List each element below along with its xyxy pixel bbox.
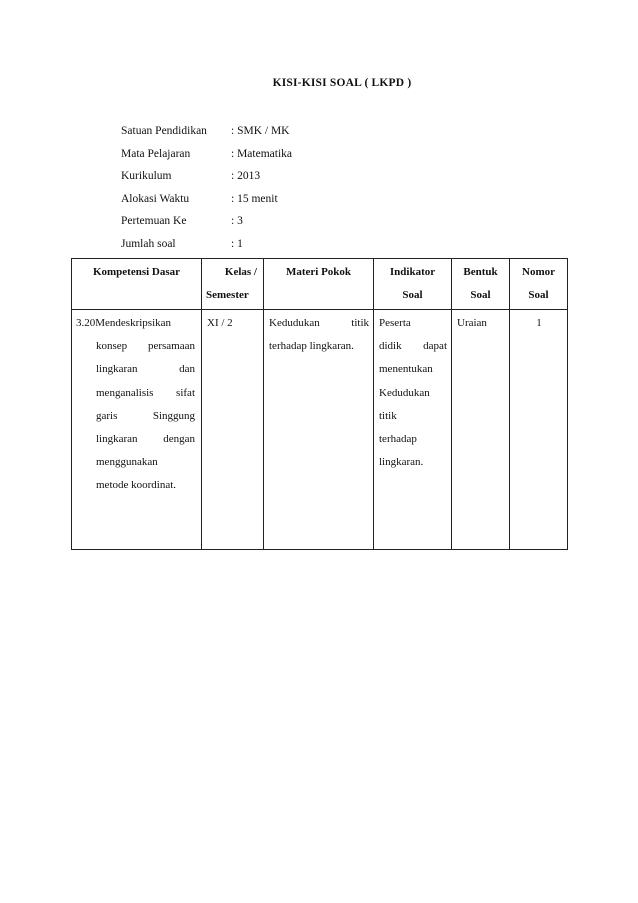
cell-materi-pokok <box>264 310 374 550</box>
nomor-value: 1 <box>536 317 542 329</box>
indikator-line: titik <box>379 409 397 422</box>
header-text: Materi Pokok <box>285 266 352 278</box>
header-bentuk-soal <box>452 259 510 310</box>
indikator-line: menentukan <box>379 363 433 376</box>
header-text: Indikator <box>389 266 436 278</box>
header-text: Kompetensi Dasar <box>92 266 181 278</box>
meta-label: Pertemuan Ke <box>121 215 187 227</box>
header-text: Kelas / <box>224 266 257 278</box>
indikator-line: terhadap <box>379 433 417 446</box>
indikator-line: Peserta <box>379 317 411 329</box>
cell-bentuk <box>452 310 510 550</box>
kd-line: 3.20Mendeskripsikan <box>76 317 172 329</box>
kd-line: lingkaran dan <box>96 363 195 376</box>
meta-label: Kurikulum <box>121 170 172 182</box>
header-text: Soal <box>528 289 549 301</box>
kd-line: menganalisis sifat <box>96 386 195 399</box>
meta-value: : 15 menit <box>231 192 278 205</box>
header-text: Soal <box>402 289 423 301</box>
meta-label: Alokasi Waktu <box>121 192 190 205</box>
materi-line: terhadap lingkaran. <box>269 340 354 353</box>
kd-line: garis Singgung <box>96 409 195 422</box>
materi-line: Kedudukan titik <box>269 317 369 329</box>
header-text: Semester <box>206 289 249 301</box>
header-text: Soal <box>470 289 491 301</box>
header-kelas-semester <box>202 259 264 310</box>
indikator-line: lingkaran. <box>379 456 424 469</box>
kisi-kisi-table <box>71 258 568 550</box>
header-text: Nomor <box>522 266 555 278</box>
kd-line: konsep persamaan <box>96 340 195 353</box>
header-nomor-soal <box>510 259 568 310</box>
header-text: Bentuk <box>463 266 498 278</box>
indikator-line: Kedudukan <box>379 386 430 399</box>
meta-value: : Matematika <box>231 147 292 160</box>
cell-indikator <box>374 310 452 550</box>
indikator-line: didik dapat <box>379 340 447 353</box>
meta-label: Jumlah soal <box>121 237 176 250</box>
meta-value: : 1 <box>231 237 243 250</box>
table-header-row <box>72 259 568 310</box>
meta-label: Mata Pelajaran <box>121 147 191 160</box>
header-kompetensi-dasar <box>72 259 202 310</box>
cell-kompetensi-dasar <box>72 310 202 550</box>
meta-value: : SMK / MK <box>231 125 290 137</box>
header-materi-pokok <box>264 259 374 310</box>
document-title: KISI-KISI SOAL ( LKPD ) <box>272 77 412 89</box>
kd-line: lingkaran dengan <box>96 433 195 446</box>
kd-line: menggunakan <box>96 456 158 469</box>
meta-value: : 2013 <box>231 170 261 182</box>
bentuk-value: Uraian <box>457 317 487 329</box>
cell-kelas <box>202 310 264 550</box>
meta-label: Satuan Pendidikan <box>121 125 207 137</box>
cell-nomor <box>510 310 568 550</box>
header-indikator-soal <box>374 259 452 310</box>
kelas-value: XI / 2 <box>207 317 233 329</box>
kd-line: metode koordinat. <box>96 479 177 492</box>
meta-value: : 3 <box>231 215 243 227</box>
table-row <box>72 310 568 550</box>
